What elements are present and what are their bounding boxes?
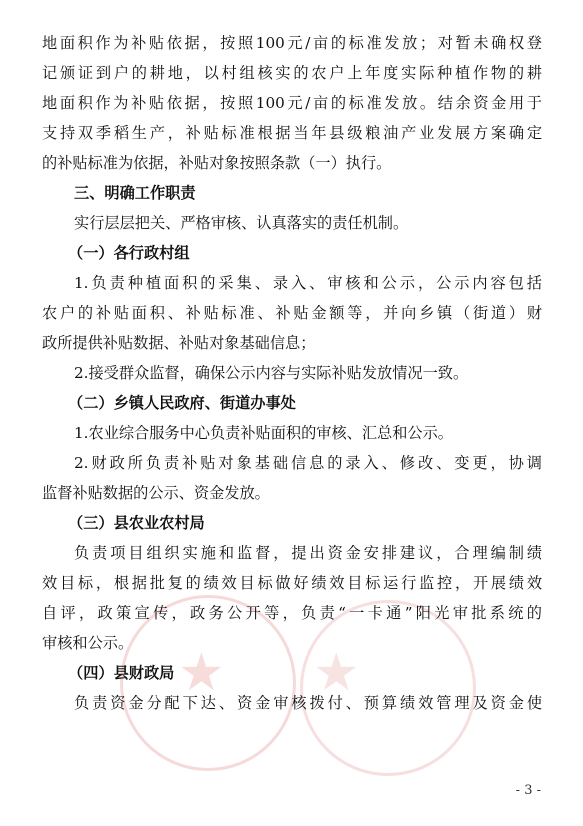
paragraph-line: 政所提供补贴数据、补贴对象基础信息； <box>42 334 316 352</box>
section-heading: 三、明确工作职责 <box>74 184 196 202</box>
page-number: - 3 - <box>515 783 541 798</box>
official-seal-right: ★ <box>300 600 476 776</box>
paragraph-line: 2.接受群众监督，确保公示内容与实际补贴发放情况一致。 <box>74 364 469 382</box>
paragraph-line: 负责资金分配下达、资金审核拨付、预算绩效管理及资金使 <box>74 694 542 712</box>
paragraph-line: 地面积作为补贴依据，按照100元/亩的标准发放。结余资金用于 <box>42 94 542 112</box>
subsection-heading: （四）县财政局 <box>68 664 175 682</box>
paragraph-line: 1.农业综合服务中心负责补贴面积的审核、汇总和公示。 <box>74 424 453 442</box>
paragraph-line: 实行层层把关、严格审核、认真落实的责任机制。 <box>74 214 409 232</box>
subsection-heading: （二）乡镇人民政府、街道办事处 <box>68 394 296 412</box>
paragraph-line: 自评，政策宣传，政务公开等，负责“一卡通”阳光审批系统的 <box>42 604 542 622</box>
paragraph-line: 2.财政所负责补贴对象基础信息的录入、修改、变更，协调 <box>74 454 542 472</box>
paragraph-line: 1.负责种植面积的采集、录入、审核和公示，公示内容包括 <box>74 274 542 292</box>
paragraph-line: 的补贴标准为依据，补贴对象按照条款（一）执行。 <box>42 154 392 172</box>
paragraph-line: 农户的补贴面积、补贴标准、补贴金额等，并向乡镇（街道）财 <box>42 304 542 322</box>
paragraph-line: 记颁证到户的耕地，以村组核实的农户上年度实际种植作物的耕 <box>42 64 542 82</box>
paragraph-line: 审核和公示。 <box>42 634 134 652</box>
body-text <box>42 28 542 718</box>
subsection-heading: （三）县农业农村局 <box>68 514 205 532</box>
official-seal-left: ★ <box>120 595 296 771</box>
paragraph-line: 负责项目组织实施和监督，提出资金安排建议，合理编制绩 <box>74 544 542 562</box>
paragraph-line: 地面积作为补贴依据，按照100元/亩的标准发放；对暂未确权登 <box>42 34 542 52</box>
subsection-heading: （一）各行政村组 <box>68 244 190 262</box>
paragraph-line: 支持双季稻生产，补贴标准根据当年县级粮油产业发展方案确定 <box>42 124 542 142</box>
paragraph-line: 效目标，根据批复的绩效目标做好绩效目标运行监控，开展绩效 <box>42 574 542 592</box>
paragraph-line: 监督补贴数据的公示、资金发放。 <box>42 484 270 502</box>
